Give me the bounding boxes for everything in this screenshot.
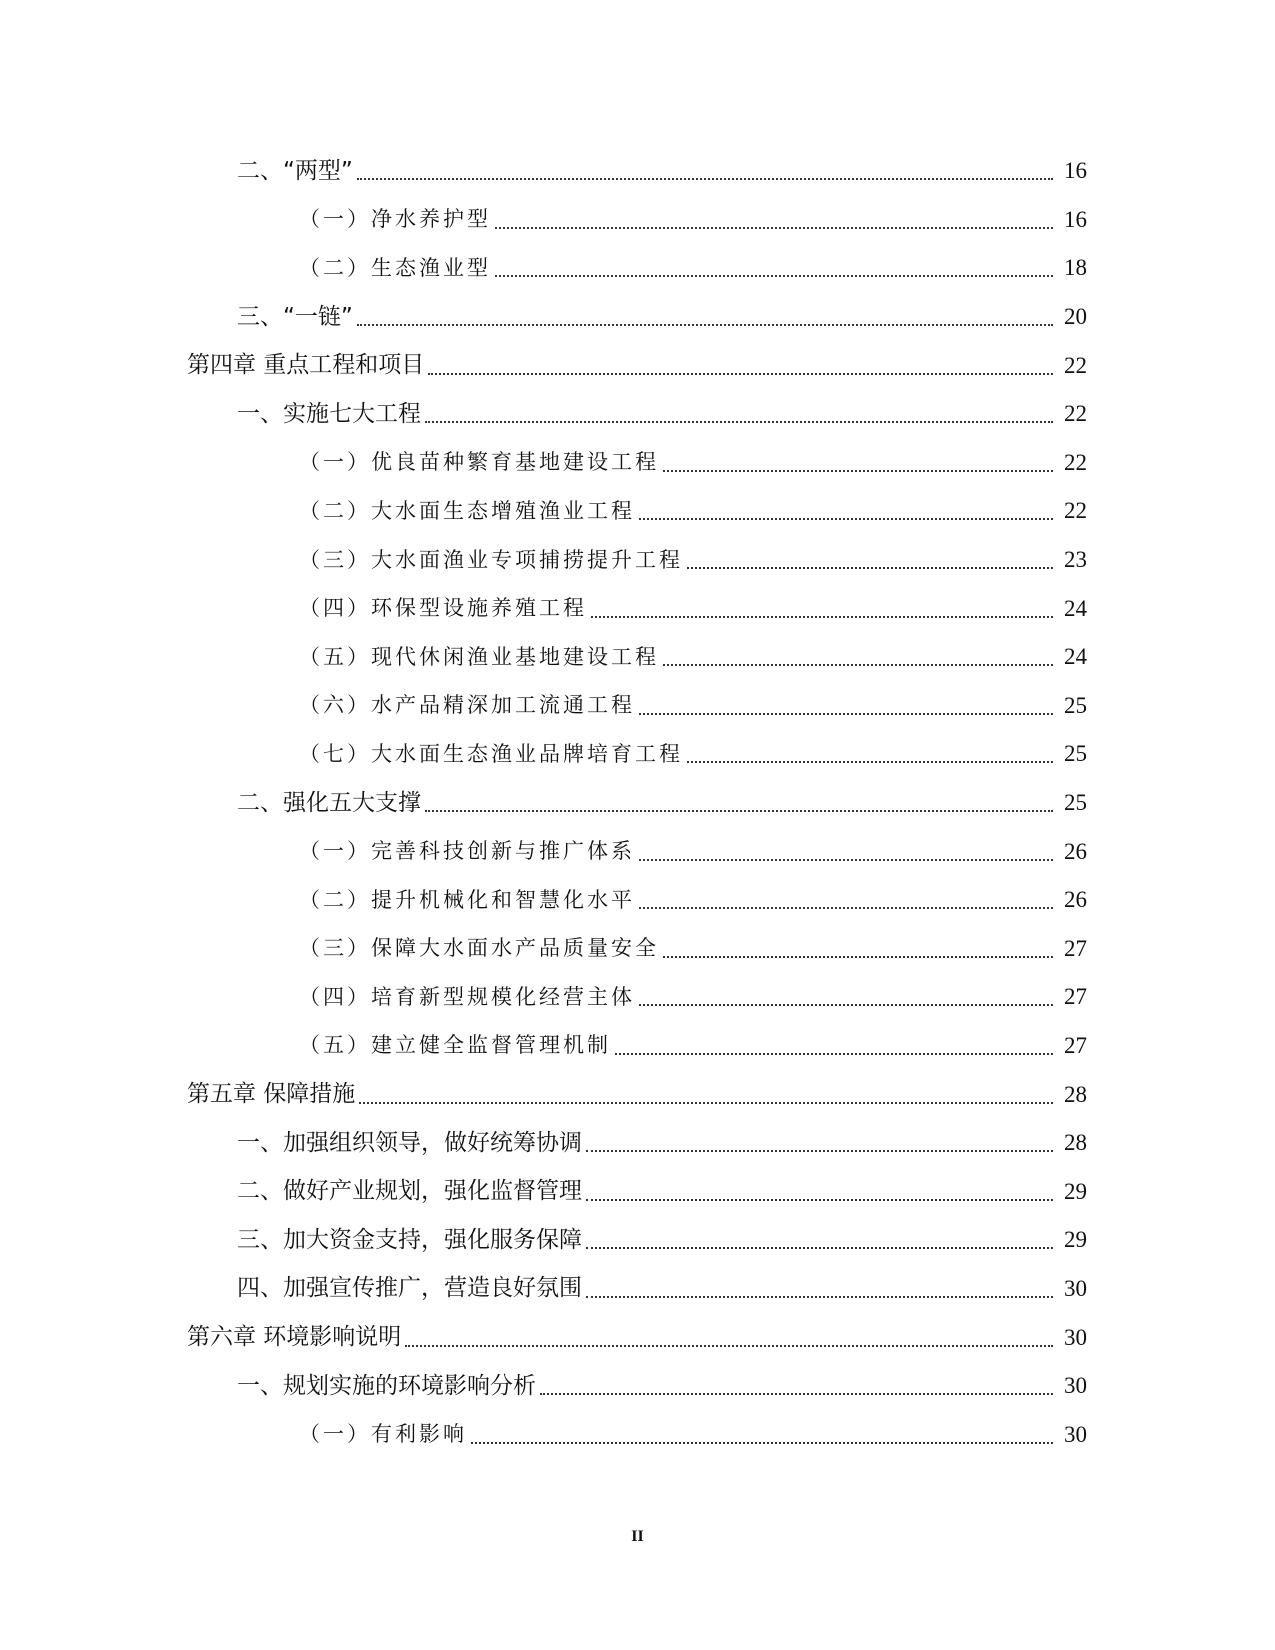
toc-entry-page: 24 (1064, 644, 1087, 670)
toc-entry[interactable] (0, 1362, 1275, 1411)
toc-entry-label: （二）大水面生态增殖渔业工程 (299, 498, 635, 523)
toc-entry[interactable] (0, 1265, 1275, 1314)
dot-leader (357, 178, 1053, 180)
toc-entry-label: 三、“一链” (237, 303, 353, 330)
toc-entry-label: 二、“两型” (237, 157, 353, 184)
toc-entry-label: （六）水产品精深加工流通工程 (299, 693, 635, 718)
dot-leader (405, 1345, 1053, 1347)
dot-leader (639, 518, 1053, 520)
toc-entry-page: 29 (1064, 1178, 1087, 1204)
toc-entry-page: 26 (1064, 887, 1087, 913)
toc-entry[interactable] (0, 827, 1275, 876)
dot-leader (639, 859, 1053, 861)
toc-entry[interactable] (0, 876, 1275, 925)
dot-leader (639, 1004, 1053, 1006)
toc-entry-label: 四、加强宣传推广，营造良好氛围 (237, 1275, 582, 1302)
toc-entry-page: 25 (1064, 741, 1087, 767)
toc-entry-page: 16 (1064, 158, 1087, 184)
toc-entry-page: 28 (1064, 1130, 1087, 1156)
toc-entry[interactable] (0, 1167, 1275, 1216)
toc-entry-label: （二）生态渔业型 (299, 255, 491, 280)
toc-entry-label: （一）净水养护型 (299, 207, 491, 232)
toc-entry-label: （七）大水面生态渔业品牌培育工程 (299, 741, 683, 766)
toc-entry[interactable] (0, 779, 1275, 828)
toc-entry-page: 30 (1064, 1275, 1087, 1301)
dot-leader (471, 1442, 1053, 1444)
toc-entry-page: 22 (1064, 449, 1087, 475)
toc-entry-label: 第五章 保障措施 (187, 1081, 356, 1108)
toc-entry-page: 18 (1064, 255, 1087, 281)
toc-entry-page: 22 (1064, 352, 1087, 378)
toc-entry-page: 27 (1064, 984, 1087, 1010)
toc-entry[interactable] (0, 487, 1275, 536)
toc-entry[interactable] (0, 390, 1275, 439)
toc-entry-label: （三）保障大水面水产品质量安全 (299, 936, 659, 961)
dot-leader (586, 1199, 1053, 1201)
dot-leader (428, 373, 1053, 375)
toc-entry[interactable] (0, 633, 1275, 682)
dot-leader (639, 713, 1053, 715)
toc-entry-page: 25 (1064, 790, 1087, 816)
toc-entry[interactable] (0, 682, 1275, 731)
toc-entry[interactable] (0, 925, 1275, 974)
dot-leader (639, 907, 1053, 909)
dot-leader (425, 810, 1053, 812)
toc-entry-page: 30 (1064, 1421, 1087, 1447)
dot-leader (687, 761, 1053, 763)
toc-entry-label: 一、规划实施的环境影响分析 (237, 1372, 536, 1399)
dot-leader (495, 227, 1053, 229)
toc-entry-page: 22 (1064, 401, 1087, 427)
toc-entry[interactable] (0, 147, 1275, 196)
page-number: II (631, 1528, 644, 1545)
dot-leader (586, 1150, 1053, 1152)
toc-entry[interactable] (0, 341, 1275, 390)
toc-entry-page: 27 (1064, 1032, 1087, 1058)
toc-entry-page: 16 (1064, 206, 1087, 232)
toc-entry[interactable] (0, 244, 1275, 293)
dot-leader (586, 1247, 1053, 1249)
dot-leader (586, 1296, 1053, 1298)
toc-entry-label: （五）建立健全监督管理机制 (299, 1033, 611, 1058)
toc-entry-page: 28 (1064, 1081, 1087, 1107)
dot-leader (663, 664, 1053, 666)
toc-entry-page: 30 (1064, 1373, 1087, 1399)
toc-entry[interactable] (0, 536, 1275, 585)
toc-entry[interactable] (0, 730, 1275, 779)
toc-entry[interactable] (0, 1119, 1275, 1168)
toc-entry[interactable] (0, 439, 1275, 488)
toc-entry-label: （四）环保型设施养殖工程 (299, 596, 587, 621)
dot-leader (687, 567, 1053, 569)
dot-leader (591, 616, 1053, 618)
toc-entry[interactable] (0, 196, 1275, 245)
toc-entry-label: 一、加强组织领导，做好统筹协调 (237, 1129, 582, 1156)
dot-leader (540, 1393, 1053, 1395)
toc-entry[interactable] (0, 293, 1275, 342)
toc-entry[interactable] (0, 1216, 1275, 1265)
toc-entry-page: 25 (1064, 692, 1087, 718)
toc-entry[interactable] (0, 1070, 1275, 1119)
toc-entry[interactable] (0, 1022, 1275, 1071)
dot-leader (615, 1053, 1053, 1055)
toc-entry[interactable] (0, 1313, 1275, 1362)
toc-entry-label: 二、强化五大支撑 (237, 789, 421, 816)
toc-entry-label: （一）优良苗种繁育基地建设工程 (299, 450, 659, 475)
dot-leader (357, 324, 1053, 326)
toc-entry-label: （一）完善科技创新与推广体系 (299, 839, 635, 864)
toc-entry-label: （二）提升机械化和智慧化水平 (299, 887, 635, 912)
dot-leader (495, 275, 1053, 277)
toc-entry-page: 20 (1064, 304, 1087, 330)
toc-entry[interactable] (0, 973, 1275, 1022)
toc-entry-label: （四）培育新型规模化经营主体 (299, 984, 635, 1009)
table-of-contents (0, 147, 1275, 1459)
toc-entry-page: 29 (1064, 1227, 1087, 1253)
toc-entry-label: 第四章 重点工程和项目 (187, 352, 425, 379)
toc-entry-label: 一、实施七大工程 (237, 400, 421, 427)
toc-entry-page: 24 (1064, 595, 1087, 621)
toc-entry-label: （三）大水面渔业专项捕捞提升工程 (299, 547, 683, 572)
toc-entry[interactable] (0, 1410, 1275, 1459)
toc-entry-label: （五）现代休闲渔业基地建设工程 (299, 644, 659, 669)
toc-entry-page: 23 (1064, 547, 1087, 573)
dot-leader (359, 1102, 1053, 1104)
toc-entry-page: 27 (1064, 935, 1087, 961)
dot-leader (663, 470, 1053, 472)
toc-entry-label: 二、做好产业规划，强化监督管理 (237, 1178, 582, 1205)
toc-entry-label: （一）有利影响 (299, 1422, 467, 1447)
toc-entry-page: 26 (1064, 838, 1087, 864)
dot-leader (663, 956, 1053, 958)
toc-entry[interactable] (0, 584, 1275, 633)
toc-entry-label: 第六章 环境影响说明 (187, 1324, 402, 1351)
toc-entry-page: 30 (1064, 1324, 1087, 1350)
dot-leader (425, 421, 1053, 423)
toc-entry-label: 三、加大资金支持，强化服务保障 (237, 1226, 582, 1253)
toc-entry-page: 22 (1064, 498, 1087, 524)
